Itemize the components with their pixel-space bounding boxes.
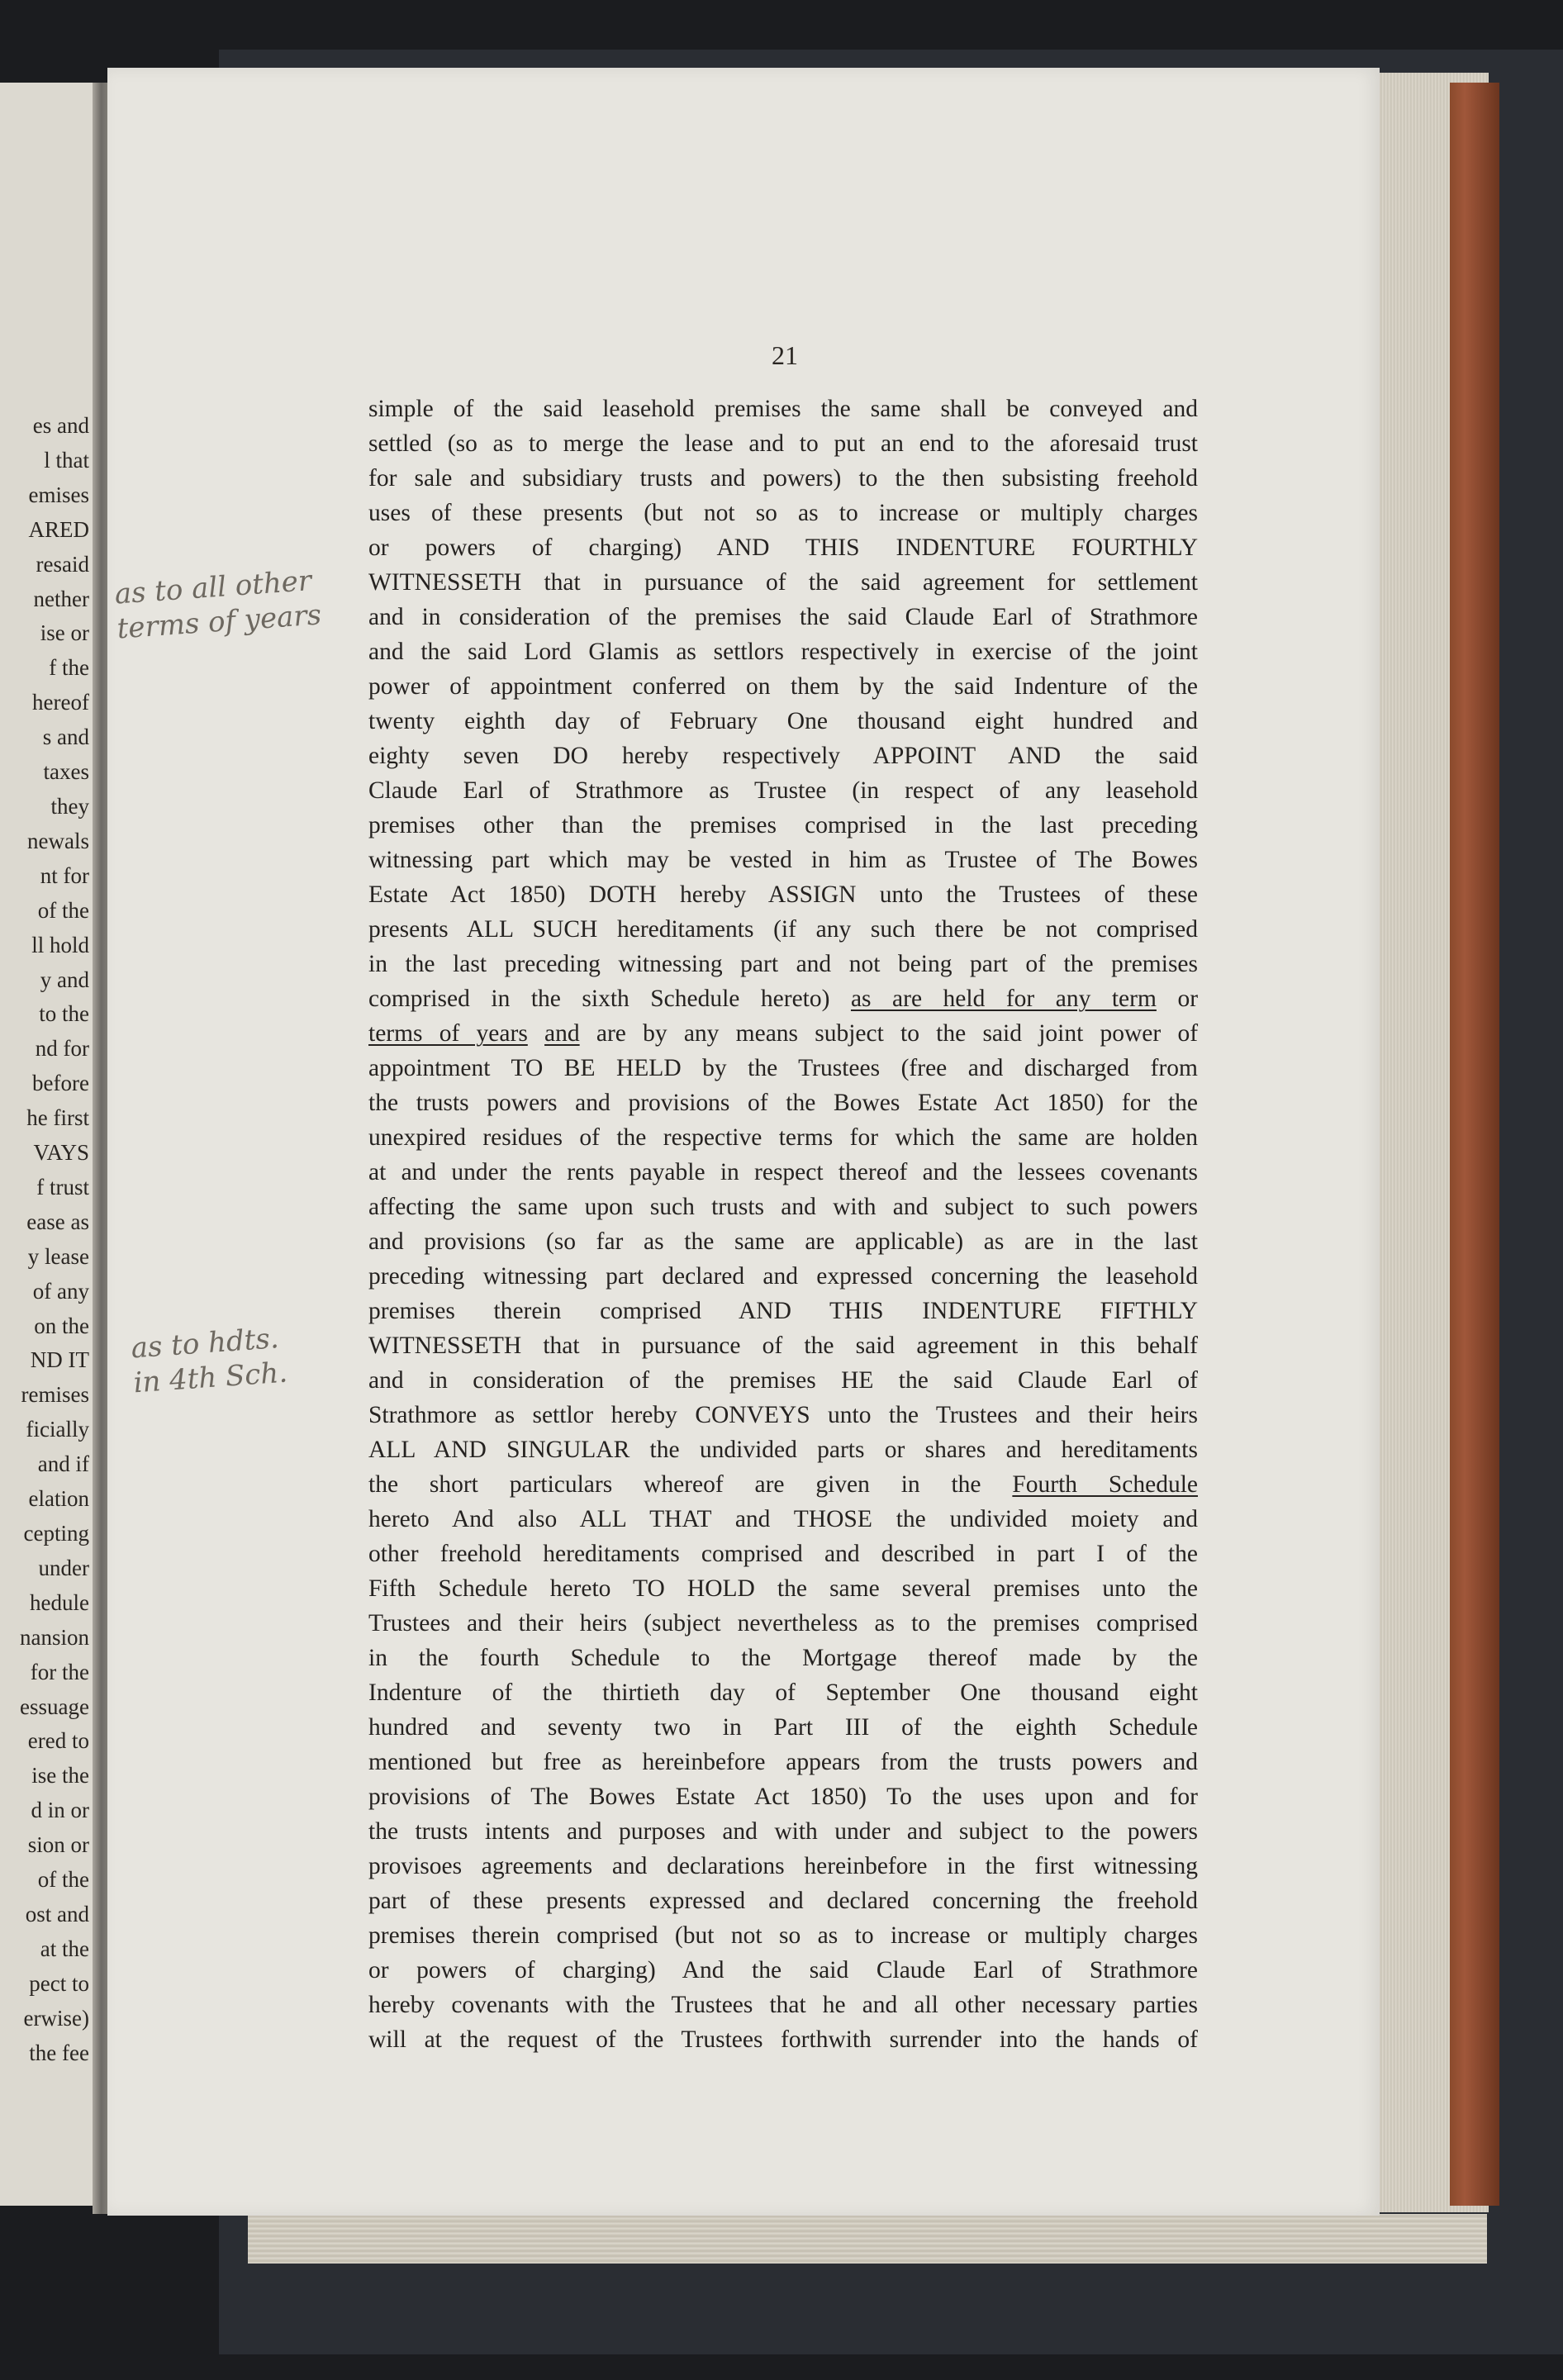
left-page-fragment: ise the: [31, 1763, 89, 1789]
text-segment: or: [1177, 986, 1199, 1012]
text-line: or powers of charging) And the said Claude Earl of Strathmore: [368, 1957, 1198, 1983]
text-line: part of these presents expressed and declared concerning the freehold: [368, 1888, 1198, 1914]
margin-note-1-line-1: as to all other: [113, 564, 313, 611]
left-page-fragment: for the: [30, 1659, 89, 1684]
text-line: power of appointment conferred on them by the said Indenture of the: [368, 673, 1198, 700]
left-page-fragment: ficially: [26, 1417, 89, 1442]
text-line: provisions of The Bowes Estate Act 1850) To the uses upon and for: [368, 1784, 1198, 1810]
text-line-with-underline: [368, 1016, 1198, 1051]
text-line: uses of these presents (but not so as to increase or multiply charges: [368, 500, 1198, 526]
margin-note-2-line-1: as to hdts.: [130, 1322, 280, 1366]
text-line: premises other than the premises comprised in the last preceding: [368, 812, 1198, 838]
marbled-edge: [1450, 83, 1499, 2206]
text-line-with-underline: [368, 1467, 1198, 1502]
left-page-fragment: ost and: [25, 1901, 89, 1926]
left-page-fragment: cepting: [23, 1521, 89, 1546]
left-page-fragment: before: [32, 1071, 89, 1096]
text-line: for sale and subsidiary trusts and powers) to the then subsisting freehold: [368, 465, 1198, 492]
text-line: simple of the said leasehold premises the same shall be conveyed and: [368, 396, 1198, 422]
text-line: the trusts powers and provisions of the Bowes Estate Act 1850) for the: [368, 1090, 1198, 1116]
left-page-fragment: ise or: [40, 620, 89, 646]
left-page-fragment: y and: [40, 967, 89, 992]
left-page-fragment: ered to: [27, 1728, 89, 1754]
underlined-segment: Fourth Schedule: [1012, 1471, 1199, 1498]
margin-note-2-line-2: in 4th Sch.: [132, 1356, 289, 1400]
text-line: presents ALL SUCH hereditaments (if any such there be not comprised: [368, 916, 1198, 943]
page-block-bottom-edge: [248, 2214, 1487, 2264]
left-page-fragment: s and: [42, 724, 89, 750]
text-line: premises therein comprised AND THIS INDENTURE FIFTHLY: [368, 1298, 1198, 1324]
left-page-fragment: ease as: [26, 1209, 89, 1234]
text-line: and provisions (so far as the same are applicable) as are in the last: [368, 1228, 1198, 1255]
text-line: Strathmore as settlor hereby CONVEYS unto the Trustees and their heirs: [368, 1402, 1198, 1428]
text-line: Trustees and their heirs (subject nevertheless as to the premises comprised: [368, 1610, 1198, 1637]
text-line: settled (so as to merge the lease and to put an end to the aforesaid trust: [368, 430, 1198, 457]
text-line: other freehold hereditaments comprised and described in part I of the: [368, 1541, 1198, 1567]
left-page-fragment: es and: [32, 413, 89, 438]
text-line: ALL AND SINGULAR the undivided parts or shares and hereditaments: [368, 1437, 1198, 1463]
text-line: and in consideration of the premises the said Claude Earl of Strathmore: [368, 604, 1198, 630]
underlined-segment: as are held for any term: [850, 986, 1157, 1012]
left-page-fragment: of the: [37, 1867, 89, 1893]
text-line: Estate Act 1850) DOTH hereby ASSIGN unto the Trustees of these: [368, 881, 1198, 908]
margin-note-2: [130, 1321, 288, 1401]
text-line: Indenture of the thirtieth day of September One thousand eight: [368, 1679, 1198, 1706]
left-page-fragment: f the: [49, 655, 89, 681]
text-line: appointment TO BE HELD by the Trustees (free and discharged from: [368, 1055, 1198, 1081]
text-line: mentioned but free as hereinbefore appears from the trusts powers and: [368, 1749, 1198, 1775]
left-page-fragment: essuage: [20, 1694, 89, 1719]
text-line: Claude Earl of Strathmore as Trustee (in respect of any leasehold: [368, 777, 1198, 804]
left-page-fragment: elation: [28, 1486, 89, 1512]
text-line: hereby covenants with the Trustees that he and all other necessary parties: [368, 1992, 1198, 2018]
text-line: will at the request of the Trustees forthwith surrender into the hands of: [368, 2026, 1198, 2053]
text-line: WITNESSETH that in pursuance of the said agreement in this behalf: [368, 1333, 1198, 1359]
left-page-text-fragments: [20, 409, 89, 2071]
left-page-fragment: newals: [27, 828, 89, 853]
left-page-fragment: they: [50, 793, 89, 819]
body-text: [368, 392, 1198, 2057]
text-line: witnessing part which may be vested in him as Trustee of The Bowes: [368, 847, 1198, 873]
left-page-fragment: VAYS: [33, 1140, 89, 1166]
left-page-fragment: pect to: [29, 1970, 89, 1996]
left-page-fragment: emises: [28, 482, 89, 507]
text-line: provisoes agreements and declarations hereinbefore in the first witnessing: [368, 1853, 1198, 1879]
left-page-fragment: to the: [39, 1001, 89, 1027]
underlined-segment: and: [544, 1020, 580, 1047]
text-line: and the said Lord Glamis as settlors respectively in exercise of the joint: [368, 639, 1198, 665]
text-line: eighty seven DO hereby respectively APPOINT AND the said: [368, 743, 1198, 769]
text-line: in the fourth Schedule to the Mortgage thereof made by the: [368, 1645, 1198, 1671]
left-page-fragment: at the: [40, 1936, 89, 1961]
text-line: WITNESSETH that in pursuance of the said agreement for settlement: [368, 569, 1198, 596]
left-page-fragment: nt for: [40, 862, 89, 888]
left-page-fragment: ND IT: [30, 1347, 89, 1373]
left-page-fragment: ll hold: [31, 932, 89, 957]
text-line: hundred and seventy two in Part III of the eighth Schedule: [368, 1714, 1198, 1741]
left-page-fragment: hedule: [30, 1589, 89, 1615]
left-page-fragment: of the: [37, 897, 89, 923]
text-line: preceding witnessing part declared and expressed concerning the leasehold: [368, 1263, 1198, 1290]
text-line-with-underline: [368, 981, 1198, 1016]
left-page-fragment: on the: [34, 1313, 89, 1338]
left-page-fragment: hereof: [32, 690, 89, 715]
left-page-fragment: nansion: [20, 1624, 89, 1650]
margin-note-1-line-2: terms of years: [116, 598, 323, 646]
left-page-fragment: nd for: [35, 1036, 89, 1062]
text-segment: comprised in the sixth Schedule hereto): [368, 986, 830, 1012]
text-line: at and under the rents payable in respect thereof and the lessees covenants: [368, 1159, 1198, 1185]
left-facing-page: [0, 83, 97, 2206]
page-number: 21: [772, 340, 798, 370]
underlined-segment: terms of years: [368, 1020, 528, 1047]
left-page-fragment: the fee: [29, 2040, 89, 2065]
text-segment: the short particulars whereof are given in the: [368, 1471, 981, 1498]
left-page-fragment: resaid: [36, 551, 89, 577]
text-line: the trusts intents and purposes and with under and subject to the powers: [368, 1818, 1198, 1845]
text-line: Fifth Schedule hereto TO HOLD the same several premises unto the: [368, 1575, 1198, 1602]
text-line: premises therein comprised (but not so as to increase or multiply charges: [368, 1922, 1198, 1949]
left-page-fragment: erwise): [23, 2005, 89, 2031]
text-line: or powers of charging) AND THIS INDENTURE FOURTHLY: [368, 534, 1198, 561]
left-page-fragment: d in or: [31, 1798, 89, 1823]
text-line: twenty eighth day of February One thousand eight hundred and: [368, 708, 1198, 734]
text-line: in the last preceding witnessing part and not being part of the premises: [368, 951, 1198, 977]
left-page-fragment: l that: [44, 447, 89, 473]
text-line: unexpired residues of the respective terms for which the same are holden: [368, 1124, 1198, 1151]
margin-note-1: [113, 563, 322, 646]
left-page-fragment: under: [38, 1555, 89, 1580]
left-page-fragment: sion or: [27, 1832, 89, 1858]
text-segment: are by any means subject to the said joint power of: [596, 1020, 1199, 1047]
left-page-fragment: remises: [21, 1382, 89, 1408]
text-line: and in consideration of the premises HE the said Claude Earl of: [368, 1367, 1198, 1394]
text-line: affecting the same upon such trusts and with and subject to such powers: [368, 1194, 1198, 1220]
left-page-fragment: of any: [32, 1278, 89, 1304]
left-page-fragment: y lease: [27, 1243, 89, 1269]
left-page-fragment: f trust: [36, 1174, 89, 1200]
left-page-fragment: taxes: [43, 759, 89, 785]
text-line: hereto And also ALL THAT and THOSE the undivided moiety and: [368, 1506, 1198, 1532]
left-page-fragment: and if: [37, 1451, 89, 1477]
left-page-fragment: he first: [26, 1105, 89, 1131]
left-page-fragment: nether: [33, 586, 89, 611]
left-page-fragment: ARED: [28, 516, 89, 542]
